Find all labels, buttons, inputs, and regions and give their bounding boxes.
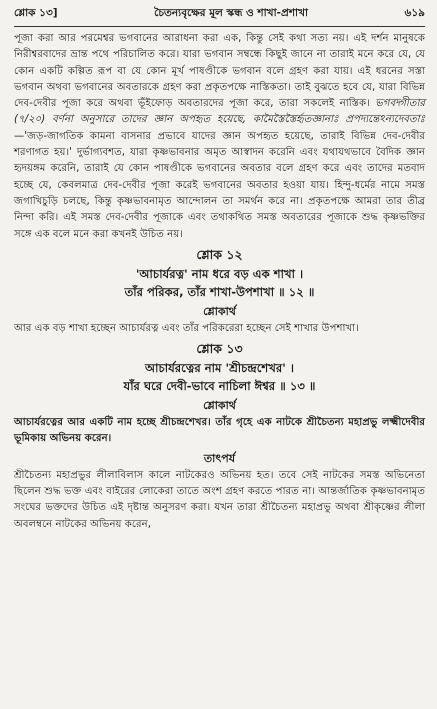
verse-13-line-2: যাঁর ঘরে দেবী-ভাবে নাচিলা ঈশ্বর ॥ ১৩ ॥ [123, 379, 316, 394]
sanskrit-quote: কামৈস্তৈস্তৈর্হৃতজ্ঞানাঃ প্রপদ্যন্তেঽন্যদেবতাঃ [252, 114, 426, 126]
purport-text-2: —'জড়-জাগতিক কামনা বাসনার প্রভাবে যাদের জ্ঞান অপহৃত হয়েছে, তারাই বিভিন্ন দেব-দেবীর শরণাগত হয়।' দুর্ভাগ্যবশত, যারা কৃষ্ণভাবনার অমৃত আস্বাদন করেনি এবং যথাযথভাবে বৈদিক জ্ঞান হৃদয়ঙ্গম করেনি, তারাই যে কোন পাষণ্ডীকে ভগবানের অবতার বলে গ্রহণ করে এবং তাদের মতবাদ হচ্ছে যে, কেবলমাত্র দেব-দেবীর পূজা করেই ভগবানের অবতার হওয়া যায়। হিন্দু-ধর্মের নামে সমস্ত জগাখিচুড়ি চলছে, কিন্তু কৃষ্ণভাবনামৃত আন্দোলন তা সমর্থন করে না। প্রকৃতপক্ষে আমরা তার তীব্র নিন্দা করি। এই সমস্ত দেব-দেবীর পূজাকে এবং তথাকথিত সমস্ত অবতারের পূজাকে শুদ্ধ কৃষ্ণভক্তির সঙ্গে এক বলে মনে করা কখনই উচিত নয়। [14, 130, 425, 240]
gita-reference: ভগবদ্গীতার (৭/২০) বর্ণনা অনুসারে তাদের জ্ঞান অপহৃত হয়েছে, [14, 98, 425, 126]
verse-12-translation-heading: শ্লোকার্থ [203, 304, 236, 318]
verse-13-purport: শ্রীচৈতন্য মহাপ্রভুর লীলাবিলাস কালে নাটকেরও অভিনয় হত। তবে সেই নাটকের সমস্ত অভিনেতা ছিলেন শুদ্ধ ভক্ত এবং বাইরের লোকেরা তাতে অংশ গ্রহণ করতে পারত না। আন্তর্জাতিক কৃষ্ণভাবনামৃত সংঘের ভক্তদের উচিত এই দৃষ্টান্ত অনুসরণ করা। যখন তারা শ্রীচৈতন্য মহাপ্রভু অথবা শ্রীকৃষ্ণের লীলা অবলম্বনে নাটকের অভিনয় করেন, [14, 469, 425, 530]
running-header [14, 6, 425, 27]
purport-text-1: পূজা করা আর পরমেশ্বর ভগবানের আরাধনা করা এক, কিন্তু সেই কথা সত্য নয়। এই দর্শন মানুষকে নিরীশ্বরবাদের ভ্রান্ত পথে পরিচালিত করে। যারা ভগবান সম্বন্ধে কিছুই জানে না তারাই মনে করে যে, যে কোন একটি কল্পিত রূপ বা যে কোন মূর্খ পাষণ্ডীকে ভগবান বলে গ্রহণ করা যায়। এই ধরনের সস্তা ভগবান অথবা ভগবানের অবতারকে গ্রহণ করা প্রকৃতপক্ষে নাস্তিকতা। তাই বুঝতে হবে যে, যারা বিভিন্ন দেব-দেবীর পূজা করে অথবা ভূঁইফোড় অবতারদের পূজা করে, তারা সকলেই নাস্তিক। [14, 33, 425, 110]
verse-13-translation: আচার্যরত্নের আর একটি নাম হচ্ছে শ্রীচন্দ্রশেখর। তাঁর গৃহে এক নাটকে শ্রীচৈতন্য মহাপ্রভু লক্ষ্মীদেবীর ভূমিকায় অভিনয় করেন। [14, 417, 425, 445]
verse-12-heading: শ্লোক ১২ [196, 246, 243, 262]
header-verse-ref: শ্লোক ১৩] [14, 7, 58, 19]
verse-12-line-2: তাঁর পরিকর, তাঁর শাখা-উপশাখা ॥ ১২ ॥ [124, 284, 315, 299]
header-chapter-title: চৈতন্যবৃক্ষের মূল স্কন্ধ ও শাখা-প্রশাখা [154, 7, 309, 19]
verse-12-translation: আর এক বড় শাখা হচ্ছেন আচার্যরত্ন এবং তাঁর পরিকরেরা হচ্ছেন সেই শাখার উপশাখা। [14, 322, 359, 334]
verse-13-heading: শ্লোক ১৩ [196, 341, 243, 357]
verse-13-purport-heading: তাৎপর্য [203, 451, 236, 465]
verse-12-line-1: 'আচার্যরত্ন' নাম ধরে বড় এক শাখা । [135, 266, 304, 281]
verse-13-translation-heading: শ্লোকার্থ [203, 399, 236, 413]
page-number: ৬১৯ [404, 7, 425, 19]
purport-paragraph [14, 31, 425, 243]
verse-13-line-1: আচার্যরত্নের নাম 'শ্রীচন্দ্রশেখর' । [144, 361, 294, 376]
